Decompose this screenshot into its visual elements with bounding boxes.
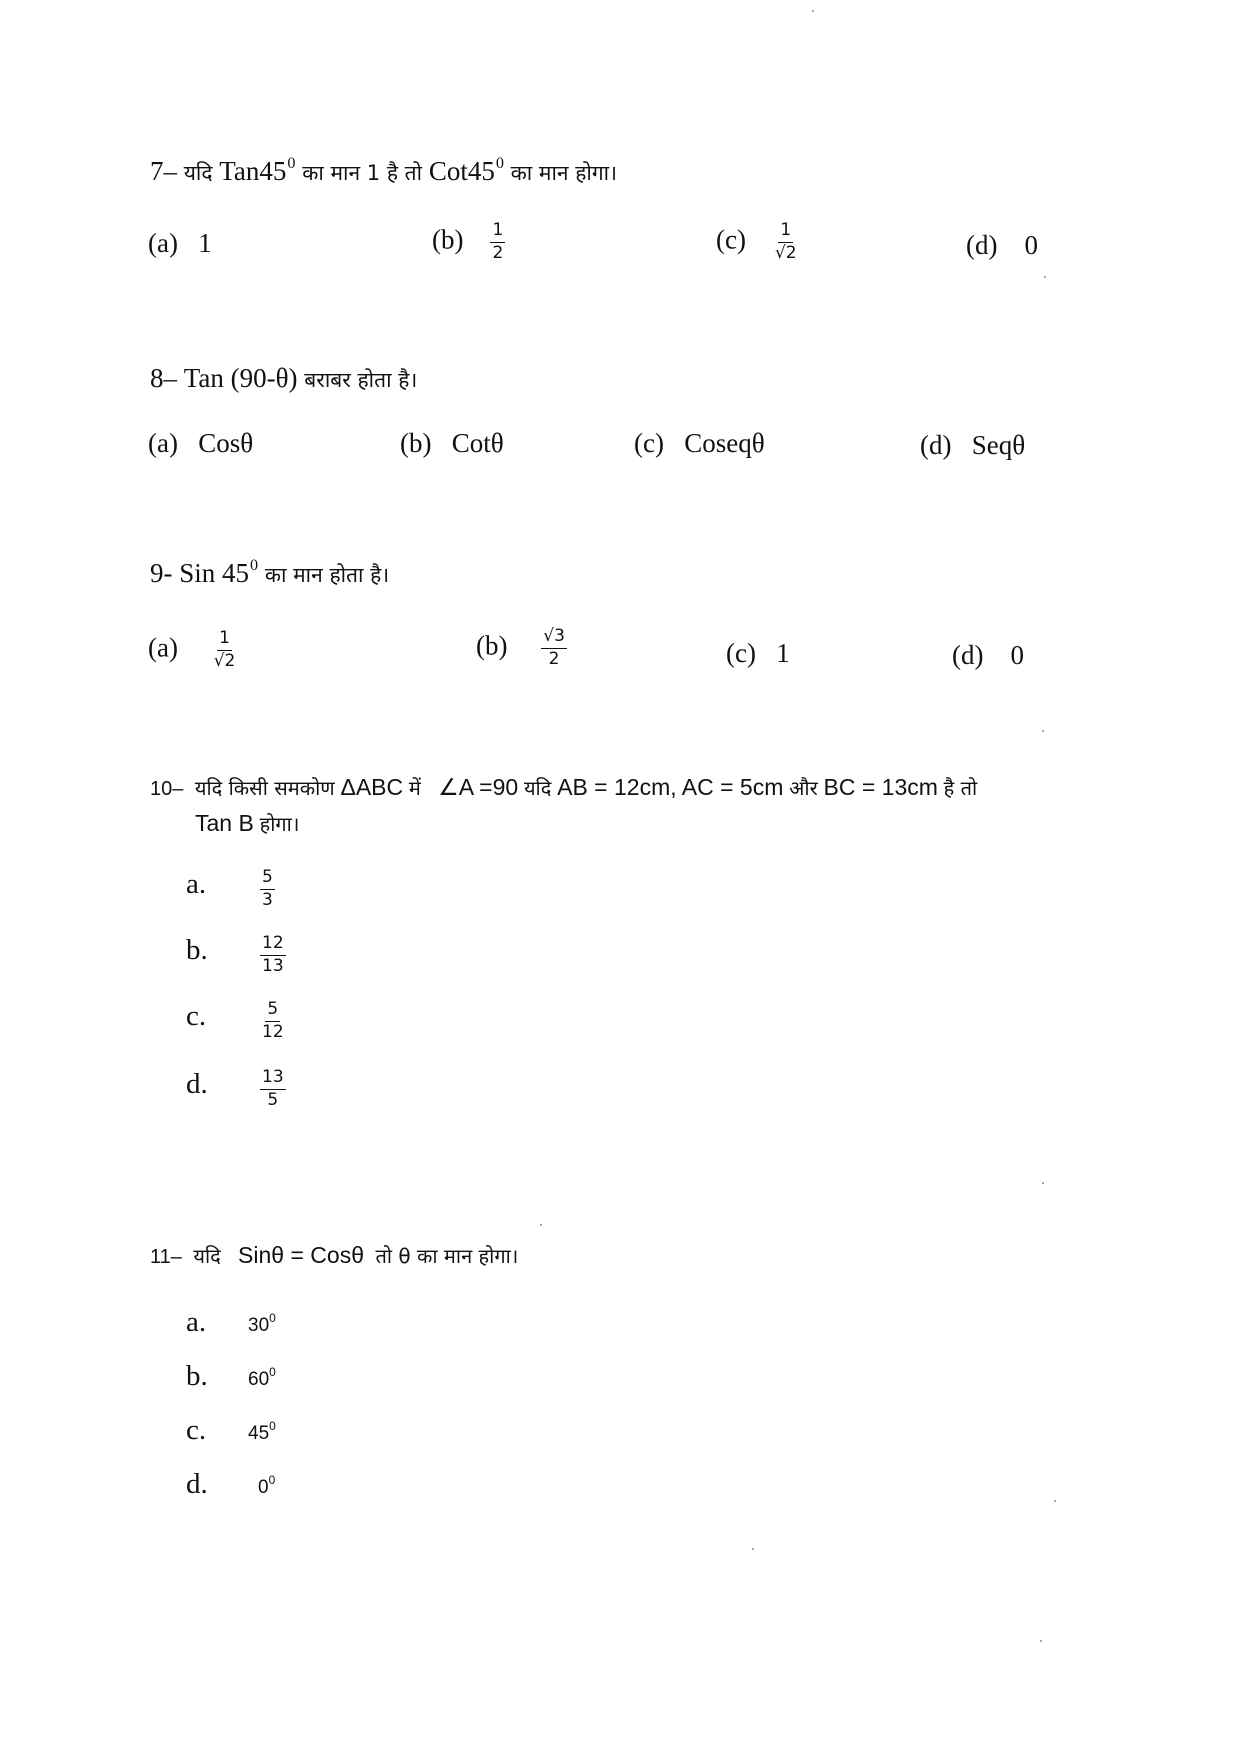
q7-option-a: (a) 1 <box>148 228 212 258</box>
q11-option-c: c. $45^0$ <box>186 1414 276 1446</box>
q10-option-a: a. $\frac{5}{3}$ <box>186 866 273 910</box>
q11-option-a: a. $30^0$ <box>186 1306 276 1338</box>
question-10-text-line2: Tan B होगा। <box>195 810 300 836</box>
q10-option-c: c. $\frac{5}{12}$ <box>186 998 284 1042</box>
scan-speck <box>1040 1640 1042 1642</box>
q9-option-d: (d) 0 <box>952 640 1024 670</box>
q9-option-a: (a) $\frac{1}{√2}$ <box>148 628 236 671</box>
q9-option-b: (b) $\frac{√3}{2}$ <box>476 626 565 669</box>
fraction: $\frac{5}{3}$ <box>262 866 273 910</box>
q8-option-c: (c) Coseqθ <box>634 428 765 458</box>
fraction: $\frac{1}{√2}$ <box>213 628 236 671</box>
fraction: $\frac{1}{2}$ <box>492 220 504 263</box>
q7-option-c: (c) $\frac{1}{√2}$ <box>716 220 797 263</box>
question-number: 7– <box>150 156 177 187</box>
q7-option-b: (b) $\frac{1}{2}$ <box>432 220 504 263</box>
fraction: $\frac{√3}{2}$ <box>543 626 565 669</box>
q8-option-d: (d) Seqθ <box>920 430 1026 460</box>
question-7-text: 7– यदि $Tan45^0$ का मान 1 है तो $Cot45^0$ का मान होगा। <box>150 154 618 187</box>
fraction: $\frac{1}{√2}$ <box>774 220 797 263</box>
q11-option-d: d. $0^0$ <box>186 1468 276 1500</box>
q11-option-b: b. $60^0$ <box>186 1360 276 1392</box>
q9-option-c: (c) 1 <box>726 638 790 668</box>
q10-option-d: d. $\frac{13}{5}$ <box>186 1066 284 1110</box>
q10-option-b: b. $\frac{12}{13}$ <box>186 932 284 976</box>
fraction: $\frac{5}{12}$ <box>262 998 284 1042</box>
scan-speck <box>1044 276 1046 278</box>
question-9-text: 9- Sin $45^0$ का मान होता है। <box>150 556 390 589</box>
scan-speck <box>1054 1500 1056 1502</box>
scan-speck <box>1042 1182 1044 1184</box>
question-10-text: 10– यदि किसी समकोण ΔABC में ∠A =90 यदि AB = 12cm, AC = 5cm और BC = 13cm है तो <box>150 774 978 800</box>
q7-option-d: (d) 0 <box>966 230 1038 260</box>
q8-option-b: (b) Cotθ <box>400 428 504 458</box>
question-8-text: 8– Tan (90-θ) बराबर होता है। <box>150 363 418 393</box>
scan-speck <box>812 10 814 12</box>
q8-option-a: (a) Cosθ <box>148 428 254 458</box>
question-11-text: 11– यदि Sinθ = Cosθ तो θ का मान होगा। <box>150 1242 519 1268</box>
fraction: $\frac{12}{13}$ <box>262 932 284 976</box>
fraction: $\frac{13}{5}$ <box>262 1066 284 1110</box>
scan-speck <box>752 1548 754 1550</box>
scan-speck <box>1042 730 1044 732</box>
scan-speck <box>540 1224 542 1226</box>
